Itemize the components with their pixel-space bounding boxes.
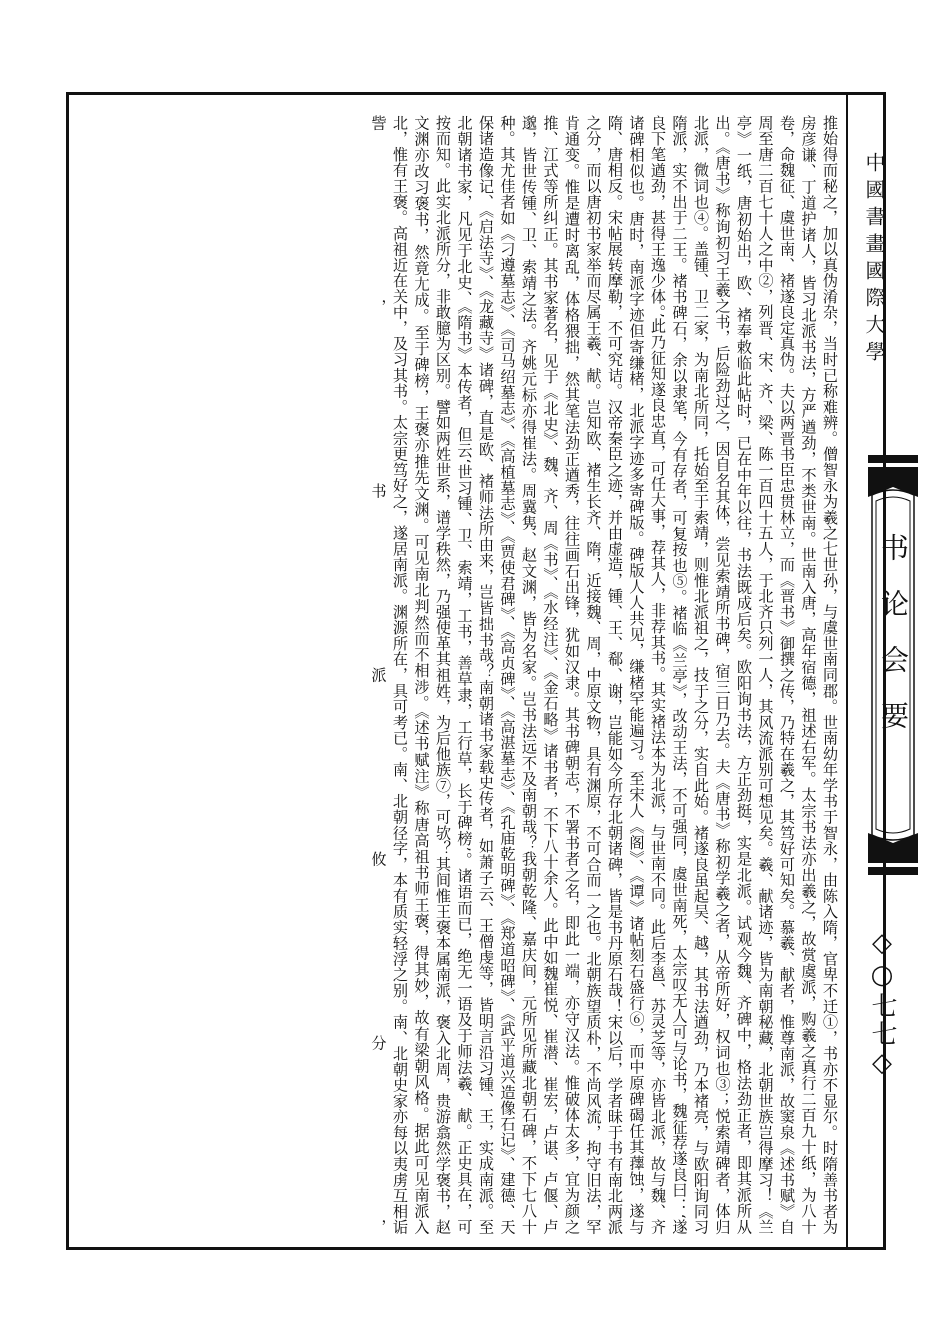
paragraph: 推始得而秘之，加以真伪淆杂，当时已称难辨。僧智永为羲之七世孙，与虞世南同郡。世南幼年学书于智永，由陈入隋，官卑不迁①，书亦不显尔。时隋善书者为房彦谦、丁道护诸人，皆习北派书法，方严遒劲，不类世南。世南入唐，高年宿德，祖述右军。太宗书法亦出羲之，故赏虞派，购羲之真行二百九十纸，为八十卷，命魏征、虞世南、褚遂良定真伪。夫以两晋书臣忠贯林立，而《晋书》御撰之传，乃特在羲之，其笃好可知矣。慕羲、献者，惟尊南派，故窦泉《述书赋》自周至唐二百七十人之中②，列晋、宋、齐、梁、陈一百四十五人，于北齐只列一人，其风流派别可想见矣。羲、献诸迹，皆为南朝秘藏，北朝世族岂得摩习！《兰亭》一纸，唐初始出，欧、褚奉敕临此帖时，已在中年以往，书法既成后矣。欧阳询书法，方正劲挺，实是北派。试观今魏、齐碑中，格法劲正者，即其派所从出。《唐书》称询初习王羲之书，后险劲过之，因自名其体，尝见索靖所书碑，宿三日乃去。夫《唐书》称初学羲之者，从帝所好，权词也③；悦索靖碑者，体归北派，微词也④。盖锺、卫二家，为南北所同，托始至于索靖，则惟北派祖之，技于之分，实自此始。褚遂良虽起吴、越，其书法遒劲，乃本褚亮，与欧阳询同习隋派，实不出于二王。褚书碑石，余以隶笔，今有存者，可复按也⑤。褚临《兰亭》，改动王法，不可强同，虞世南死，太宗叹无人可与论书，魏征荐遂良曰：‘遂良下笔遒劲，甚得王逸少体。’此乃征知遂良忠直，可任大事，荐其人，非荐其书。其实褚法本为北派，与世南不同。此后李邕、苏灵芝等，亦皆北派，故与魏、齐诸碑相似也。唐时，南派字迹但寄缣楮，北派字迹多寄碑版。碑版人人共见，缣楮罕能遍习。至宋人《阁》、《谭》诸帖刻石盛行⑥，而中原碑碣任其蘀蚀，遂与隋、唐相反。宋帖展转摩勒，不可究诘。汉帝秦臣之迹，并由虚造，锺、王、郗、谢，岂能如今所存北朝诸碑，皆是书丹原石哉！宋以后，学者昧于书有南北两派之分，而以唐初书家举而尽属王羲、献。岂知欧、褚生长齐、隋，近接魏、周，中原文物，具有渊原，不可合而一之也。北朝族望质朴，不尚风流，拘守旧法，罕肯通变。惟是遭时离乱，体格猥拙，然其笔法劲正遒秀，往往画石出锋，犹如汉隶。其书碑朝志，不署书者之名，即此一端，亦守汉法。惟破体太多，宜为颜之推、江式等所纠正。其书家著名，见于《北史》、魏、齐、周《书》、《水经注》、《金石略》诸书者，不下八十余人。此中如魏崔悦、崔潜、崔宏，卢谌、卢偃、卢邈，皆世传锺、卫、索靖之法。齐姚元标亦得崔法。周冀隽、赵文渊，皆为名家。岂书法远不及南朝哉？我朝乾隆、嘉庆间，元所见所藏北朝石碑，不下七八十种。其尤佳者如《刁遵墓志》、《司马绍墓志》、《高植墓志》、《贾使君碑》、《高贞碑》、《高湛墓志》、《孔庙乾明碑》、《郑道昭碑》、《武平道兴造像石记》、建德、天保诸造像记、《启法寺》、《龙藏寺》诸碑，直是欧、褚师法所由来，岂皆拙书哉？南朝诸书家载史传者，如萧子云、王僧虔等，皆明言沿习锺、王，实成南派。至北朝诸书家，凡见于北史、《隋书》本传者，但云‘世习锺、卫、索靖，工书，善草隶，工行草，长于碑榜’。诸语而已，绝无一语及于师法羲、献。正史具在，可按而知。此实北派所分，非敢臆为区别。譬如两姓世系，谱学秩然，乃强使革其祖姓，为后他族⑦，可欤？其间惟王褒本属南派，褒入北周，贵游翕然学褒书，赵文渊亦改习褒书，然竟尢成。至于碑榜，王褒亦推先文渊。可见南北判然而不相涉。《述书赋注》称唐高祖书师王褒，得其妙，故有梁朝风格。据此可见南派入北，惟有王褒。高祖近在关中，及习其书。太宗更笃好之，遂居南派。渊源所在，具可考已。南、北朝径字，本有质实轻浮之别。南、北朝史家亦每以夷虏互相诟訾，书派攸分，	[369, 115, 839, 1235]
book-title-banner	[868, 455, 918, 875]
university-name: 中國書畫國際大學	[862, 152, 886, 368]
body-text	[104, 115, 840, 1235]
gutter-divider	[846, 92, 848, 1250]
book-title: 书论会要	[877, 533, 910, 757]
page-number: ◇○七七◇	[867, 928, 897, 1080]
